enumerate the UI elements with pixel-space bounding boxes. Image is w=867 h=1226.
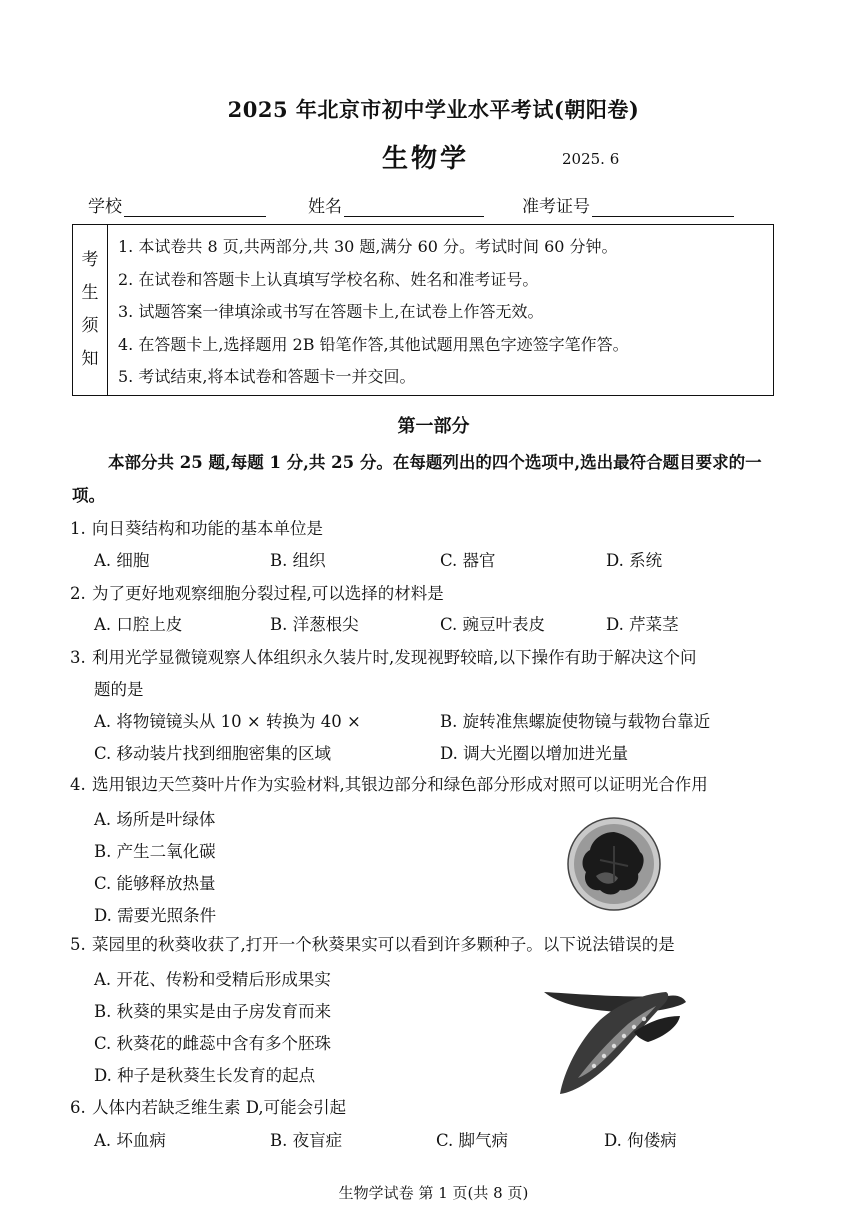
notice-items bbox=[108, 225, 773, 395]
option: D. 调大光圈以增加进光量 bbox=[440, 744, 629, 763]
question-6 bbox=[70, 1094, 346, 1118]
notice-item: 5. 考试结束,将本试卷和答题卡一并交回。 bbox=[118, 367, 416, 386]
option: C. 脚气病 bbox=[436, 1131, 509, 1150]
option: B. 洋葱根尖 bbox=[270, 615, 359, 634]
exam-id-field bbox=[522, 192, 734, 217]
option: B. 旋转准焦螺旋使物镜与载物台靠近 bbox=[440, 712, 711, 731]
question-3 bbox=[70, 644, 697, 668]
notice-item: 4. 在答题卡上,选择题用 2B 铅笔作答,其他试题用黑色字迹签字笔作答。 bbox=[118, 334, 629, 354]
question-4 bbox=[70, 771, 708, 795]
question-number: 2. bbox=[70, 584, 86, 603]
option: C. 豌豆叶表皮 bbox=[440, 615, 546, 634]
question-5 bbox=[70, 931, 675, 955]
question-stem: 向日葵结构和功能的基本单位是 bbox=[92, 519, 323, 538]
option: B. 产生二氧化碳 bbox=[94, 842, 216, 861]
notice-item: 1. 本试卷共 8 页,共两部分,共 30 题,满分 60 分。考试时间 60 分钟。 bbox=[118, 237, 618, 256]
name-field bbox=[308, 192, 484, 217]
question-1 bbox=[70, 515, 323, 539]
option: A. 坏血病 bbox=[94, 1131, 166, 1150]
option: A. 开花、传粉和受精后形成果实 bbox=[94, 970, 331, 989]
question-number: 4. bbox=[70, 775, 86, 794]
option: C. 秋葵花的雌蕊中含有多个胚珠 bbox=[94, 1034, 332, 1053]
page-footer: 生物学试卷 第 1 页(共 8 页) bbox=[338, 1184, 529, 1202]
question-stem: 人体内若缺乏维生素 D,可能会引起 bbox=[92, 1098, 347, 1117]
option: A. 细胞 bbox=[94, 551, 150, 570]
candidate-notice-box bbox=[72, 224, 774, 396]
school-field bbox=[88, 192, 266, 217]
option: B. 夜盲症 bbox=[270, 1131, 343, 1150]
school-label: 学校 bbox=[88, 197, 122, 217]
option: D. 种子是秋葵生长发育的起点 bbox=[94, 1066, 316, 1085]
question-stem: 为了更好地观察细胞分裂过程,可以选择的材料是 bbox=[92, 584, 444, 603]
option: B. 秋葵的果实是由子房发育而来 bbox=[94, 1002, 332, 1021]
option: A. 口腔上皮 bbox=[94, 615, 183, 634]
option: C. 器官 bbox=[440, 551, 496, 570]
exam-id-label: 准考证号 bbox=[522, 197, 590, 217]
notice-side-char: 须 bbox=[81, 316, 99, 336]
exam-date: 2025. 6 bbox=[562, 150, 620, 168]
notice-side-char: 考 bbox=[81, 250, 99, 270]
option: D. 佝偻病 bbox=[604, 1131, 677, 1150]
question-number: 6. bbox=[70, 1098, 86, 1117]
question-stem-continued: 题的是 bbox=[94, 680, 144, 699]
option: D. 芹菜茎 bbox=[606, 615, 679, 634]
name-blank bbox=[344, 198, 484, 217]
exam-id-blank bbox=[592, 198, 734, 217]
question-stem: 菜园里的秋葵收获了,打开一个秋葵果实可以看到许多颗种子。以下说法错误的是 bbox=[92, 935, 675, 954]
name-label: 姓名 bbox=[308, 197, 342, 217]
option: D. 需要光照条件 bbox=[94, 906, 217, 925]
question-2 bbox=[70, 580, 444, 604]
question-number: 5. bbox=[70, 935, 86, 954]
okra-pods-image bbox=[538, 982, 690, 1100]
option: D. 系统 bbox=[606, 551, 663, 570]
question-stem: 利用光学显微镜观察人体组织永久装片时,发现视野较暗,以下操作有助于解决这个问 bbox=[92, 648, 697, 667]
part-intro: 本部分共 25 题,每题 1 分,共 25 分。在每题列出的四个选项中,选出最符合题目要求的一项。 bbox=[72, 453, 762, 505]
question-number: 3. bbox=[70, 648, 86, 667]
option: A. 场所是叶绿体 bbox=[94, 810, 216, 829]
question-number: 1. bbox=[70, 519, 86, 538]
notice-side-label bbox=[73, 225, 108, 395]
subject-title: 生物学 bbox=[382, 144, 470, 174]
notice-side-char: 知 bbox=[81, 349, 99, 369]
exam-title: 2025 年北京市初中学业水平考试(朝阳卷) bbox=[227, 97, 640, 122]
notice-item: 2. 在试卷和答题卡上认真填写学校名称、姓名和准考证号。 bbox=[118, 269, 539, 289]
school-blank bbox=[124, 198, 266, 217]
question-stem: 选用银边天竺葵叶片作为实验材料,其银边部分和绿色部分形成对照可以证明光合作用 bbox=[92, 775, 708, 794]
option: B. 组织 bbox=[270, 551, 326, 570]
notice-item: 3. 试题答案一律填涂或书写在答题卡上,在试卷上作答无效。 bbox=[118, 302, 544, 321]
option: C. 移动装片找到细胞密集的区域 bbox=[94, 744, 332, 763]
option: C. 能够释放热量 bbox=[94, 874, 216, 893]
geranium-leaf-image bbox=[566, 816, 662, 912]
notice-side-char: 生 bbox=[81, 283, 99, 303]
part-title: 第一部分 bbox=[397, 416, 470, 437]
option: A. 将物镜镜头从 10 × 转换为 40 × bbox=[94, 712, 361, 731]
